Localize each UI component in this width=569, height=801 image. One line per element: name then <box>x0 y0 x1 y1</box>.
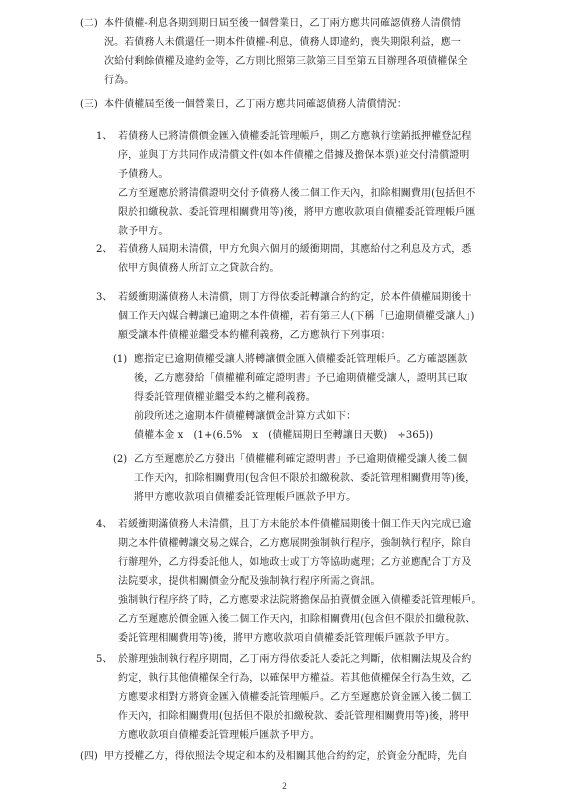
item-5-number: 5、 <box>96 654 113 665</box>
item-5-text <box>118 650 472 745</box>
formula-line: 債權本金 x (1+(6.5% x (債權屆期日至轉讓日天數) ÷365)) <box>134 430 434 441</box>
section-2-marker: (二) <box>80 18 98 29</box>
text-line: 若債務人已將清償價金匯入債權委託管理帳戶，則乙方應執行塗銷抵押權登記程 <box>118 131 472 142</box>
subitem-2-number: (2) <box>113 454 128 465</box>
section-3-intro <box>104 95 407 114</box>
text-line: 本件債權-利息各期到期日屆至後一個營業日，乙丁兩方應共同確認債務人清償情 <box>104 18 461 29</box>
text-line: 況。若債務人未償還任一期本件債權-利息，債務人即違約，喪失期限利益，應一 <box>104 37 461 48</box>
text-line: 工作天內，扣除相關費用(包含但不限於扣繳稅款、委託管理相關費用等)後， <box>134 473 476 484</box>
text-line: 行辦理外，乙方得委託他人，如地政士或丁方等協助處理；乙方並應配合丁方及 <box>118 557 472 568</box>
text-line: 限於扣繳稅款、委託管理相關費用等)後，將甲方應收款項自債權委託管理帳戶匯 <box>118 207 476 218</box>
item-4-number: 4、 <box>96 519 113 530</box>
subitem-2-text <box>134 450 475 507</box>
text-line: 前段所述之逾期本件債權轉讓價金計算方式如下： <box>134 411 357 422</box>
text-line: 期之本件債權轉讓交易之媒合，乙方應展開強制執行程序，強制執行程序，除自 <box>118 538 472 549</box>
item-3-text <box>118 288 475 345</box>
page-number: 2 <box>282 781 287 791</box>
text-line: 作天內，扣除相關費用(包括但不限於扣繳稅款、委託管理相關費用等)後，將甲 <box>118 711 470 722</box>
subitem-1-number: (1) <box>113 354 128 365</box>
text-line: 委託管理相關費用等)後，將甲方應收款項自債權委託管理帳戶匯款予甲方。 <box>118 633 456 644</box>
text-line: 予債務人。 <box>118 169 169 180</box>
text-line: 後，乙方應發給「債權權利確定證明書」予已逾期債權受讓人，證明其已取 <box>134 373 468 384</box>
item-2-text <box>118 240 472 278</box>
text-line: 方應收款項自債權委託管理帳戶匯款予甲方。 <box>118 730 320 741</box>
item-1-text <box>118 127 476 241</box>
text-line: 應指定已逾期債權受讓人將轉讓價金匯入債權委託管理帳戶。乙方確認匯款 <box>134 354 468 365</box>
section-4-text <box>104 747 468 766</box>
text-line: 乙方至遲應於將清償證明交付予債務人後二個工作天內，扣除相關費用(包括但不 <box>118 188 476 199</box>
text-line: 若債務人屆期未清償，甲方允與六個月的緩衝期間，其應給付之利息及方式，悉 <box>118 244 472 255</box>
text-line: 約定，執行其他債權保全行為，以確保甲方權益。若其他債權保全行為生效，乙 <box>118 673 472 684</box>
text-line: 乙方至遲應於價金匯入後二個工作天內，扣除相關費用(包含但不限於扣繳稅款、 <box>118 614 476 625</box>
text-line: 強制執行程序終了時，乙方應要求法院將擔保品拍賣價金匯入債權委託管理帳戶。 <box>118 595 482 606</box>
text-line: 得委託管理債權並繼受本約之權利義務。 <box>134 392 316 403</box>
text-line: 法院要求，提供相關價金分配及強制執行程序所需之資訊。 <box>118 576 381 587</box>
subitem-1-text <box>134 350 467 445</box>
text-line: 方應要求相對方將資金匯入債權委託管理帳戶。乙方至遲應於資金匯入後二個工 <box>118 692 472 703</box>
item-4-text <box>118 515 482 648</box>
text-line: 將甲方應收款項自債權委託管理帳戶匯款予甲方。 <box>134 492 357 503</box>
section-2-text <box>104 14 468 90</box>
text-line: 若緩衝期滿債務人未清償，且丁方未能於本件債權屆期後十個工作天內完成已逾 <box>118 519 472 530</box>
item-2-number: 2、 <box>96 244 113 255</box>
item-3-number: 3、 <box>96 292 113 303</box>
text-line: 若緩衝期滿債務人未清償，則丁方得依委託轉讓合約約定，於本件債權屆期後十 <box>118 292 472 303</box>
section-3-marker: (三) <box>80 99 98 110</box>
text-line: 次給付剩餘債權及違約金等，乙方則比照第三款第三目至第五目辦理各項債權保全 <box>104 56 468 67</box>
text-line: 行為。 <box>104 75 135 86</box>
section-4-marker: (四) <box>80 751 98 762</box>
text-line: 序，並與丁方共同作成清償文件(如本件債權之借據及擔保本票)並交付清償證明 <box>118 150 470 161</box>
text-line: 甲方授權乙方，得依照法令規定和本約及相關其他合約約定，於資金分配時，先自 <box>104 751 468 762</box>
item-1-number: 1、 <box>96 131 113 142</box>
text-line: 本件債權屆至後一個營業日，乙丁兩方應共同確認債務人清償情況： <box>104 99 407 110</box>
text-line: 願受讓本件債權並繼受本約權利義務，乙方應執行下列事項： <box>118 330 391 341</box>
text-line: 乙方至遲應於乙方發出「債權權利確定證明書」予已逾期債權受讓人後二個 <box>134 454 468 465</box>
text-line: 款予甲方。 <box>118 226 169 237</box>
text-line: 個工作天內媒合轉讓已逾期之本件債權，若有第三人(下稱「已逾期債權受讓人」) <box>118 311 475 322</box>
text-line: 依甲方與債務人所訂立之貸款合約。 <box>118 263 280 274</box>
text-line: 於辦理強制執行程序期間，乙丁兩方得依委託人委託之判斷，依相關法規及合約 <box>118 654 472 665</box>
